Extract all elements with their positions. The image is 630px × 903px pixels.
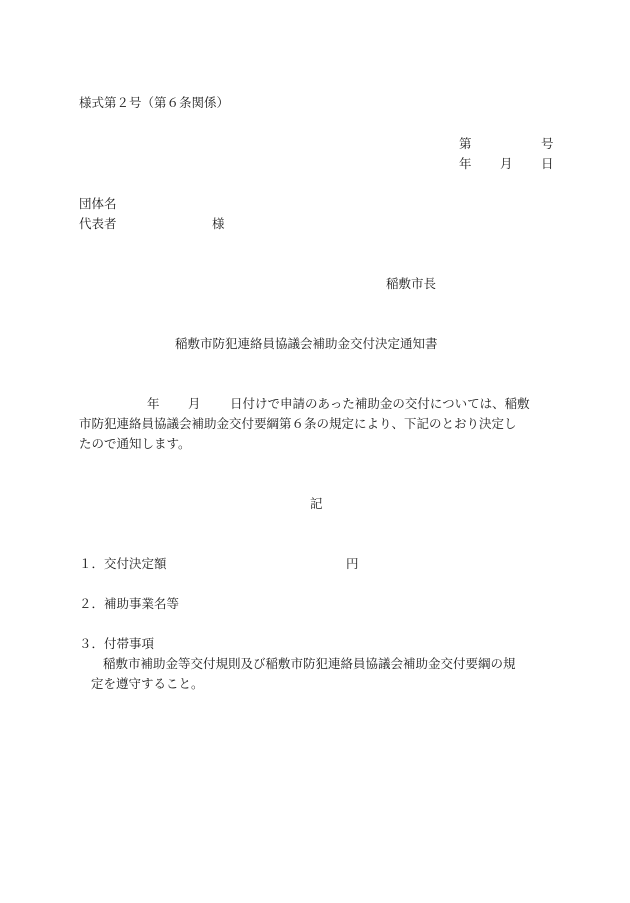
date-day-label: 日 <box>541 156 554 171</box>
issuer: 稲敷市長 <box>386 276 437 291</box>
item-3-text-line-2: 定を遵守すること。 <box>91 676 204 691</box>
organization-label: 団体名 <box>79 196 117 211</box>
document-title: 稲敷市防犯連絡員協議会補助金交付決定通知書 <box>175 336 438 351</box>
body-line-2: 市防犯連絡員協議会補助金交付要綱第６条の規定により、下記のとおり決定し <box>79 416 517 431</box>
form-number: 様式第２号（第６条関係） <box>79 95 230 110</box>
representative-label: 代表者 <box>79 216 117 231</box>
item-3-label: ３．付帯事項 <box>79 636 155 651</box>
honorific: 様 <box>212 216 225 231</box>
body-year-label: 年 <box>147 396 160 411</box>
date-year-label: 年 <box>459 156 472 171</box>
date-month-label: 月 <box>500 156 513 171</box>
body-month-label: 月 <box>188 396 201 411</box>
reference-number-prefix: 第 <box>459 136 472 151</box>
item-3-text-line-1: 稲敷市補助金等交付規則及び稲敷市防犯連絡員協議会補助金交付要綱の規 <box>103 656 516 671</box>
body-line-1-text: 日付けで申請のあった補助金の交付については、稲敷 <box>230 396 530 411</box>
ki-heading: 記 <box>310 496 323 511</box>
reference-number-suffix: 号 <box>541 136 554 151</box>
item-1-label: １．交付決定額 <box>79 556 167 571</box>
body-line-3: たので通知します。 <box>79 436 191 451</box>
body-line-1 <box>79 398 551 414</box>
item-1-unit: 円 <box>346 556 359 571</box>
item-2-label: ２．補助事業名等 <box>79 596 180 611</box>
